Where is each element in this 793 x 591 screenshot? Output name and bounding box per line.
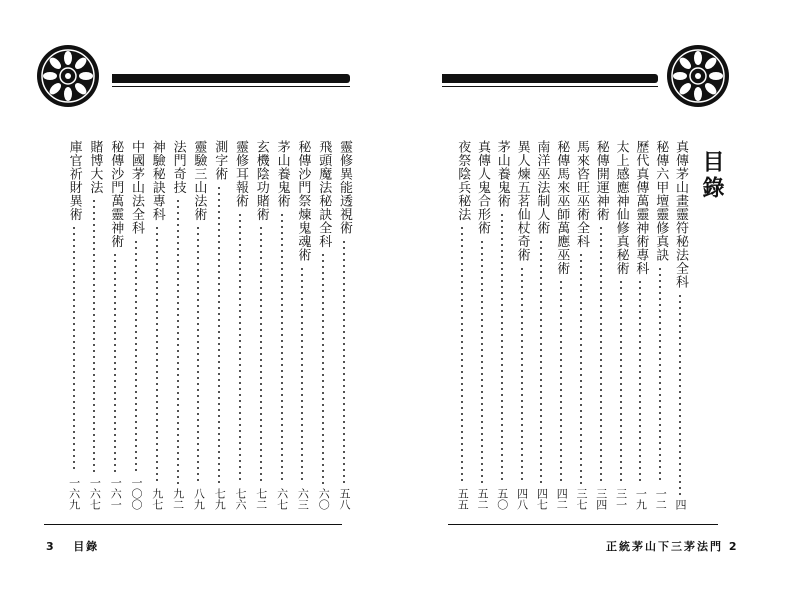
footer-section: 目錄	[73, 540, 100, 553]
toc-entry	[149, 140, 166, 510]
toc-entry-title: 真傳人鬼合形術	[475, 140, 490, 235]
toc-entry-title: 秘傳開運神術	[593, 140, 609, 221]
toc-entry	[613, 140, 630, 510]
toc-entry-title: 茅山養鬼術	[274, 140, 290, 208]
toc-entry-title: 法門奇技	[170, 140, 186, 194]
leader-dots	[343, 239, 345, 484]
toc-entry	[66, 140, 83, 510]
toc-entry	[170, 140, 187, 510]
leader-dots	[481, 239, 483, 484]
toc-entry-page: 四二	[555, 488, 569, 510]
leader-dots	[600, 225, 602, 484]
toc-entry-title: 靈修異能透視術	[337, 140, 352, 235]
toc-entry	[494, 140, 511, 510]
page-title: 目錄	[699, 150, 724, 202]
footer-book-title: 正統茅山下三茅法門	[606, 540, 723, 553]
leader-dots	[177, 198, 179, 484]
toc-entry-title: 歷代真傳萬靈神術專科	[633, 140, 649, 275]
leader-dots	[156, 225, 158, 484]
leader-dots	[620, 279, 622, 484]
leader-dots	[281, 212, 283, 484]
leader-dots	[580, 252, 582, 484]
toc-entry-page: 八九	[192, 488, 206, 510]
leader-dots	[461, 225, 463, 484]
leader-dots	[639, 279, 641, 484]
leader-dots	[218, 185, 220, 484]
toc-entry	[672, 140, 689, 510]
toc-entry-page: 一六九	[67, 477, 81, 510]
footer	[46, 538, 99, 554]
toc-entry-page: 六〇	[317, 488, 331, 510]
leader-dots	[239, 212, 241, 484]
toc-entry-title: 測字術	[212, 140, 228, 181]
toc-entry-page: 三四	[594, 488, 608, 510]
toc-entry-page: 五五	[456, 488, 470, 510]
toc-entry-page: 九七	[150, 488, 164, 510]
toc-entry	[514, 140, 531, 510]
toc-entry-page: 一六一	[109, 477, 123, 510]
page-number: 3	[46, 540, 56, 553]
toc-entry	[315, 140, 332, 510]
leader-dots	[560, 279, 562, 484]
toc-entry-page: 七九	[213, 488, 227, 510]
footer	[606, 538, 739, 554]
toc-entry-title: 靈驗三山法術	[191, 140, 207, 221]
leader-dots	[260, 225, 262, 484]
leader-dots	[135, 239, 137, 473]
toc-entry	[253, 140, 270, 510]
toc-entry-title: 秘傳沙門祭煉鬼魂術	[295, 140, 311, 262]
toc-entry	[652, 140, 669, 510]
lotus-emblem-icon	[666, 44, 730, 108]
toc-entry-page: 三七	[575, 488, 588, 510]
toc-entry-title: 中國茅山法全科	[129, 140, 144, 235]
left-page	[0, 0, 396, 591]
toc-entry-page: 五八	[338, 488, 351, 510]
toc-entry-page: 一二	[654, 488, 668, 510]
toc-entry-page: 六三	[296, 488, 310, 510]
leader-dots	[93, 198, 95, 473]
header-bar	[442, 74, 658, 83]
toc-entry-title: 異人煉五茗仙杖奇術	[514, 140, 530, 262]
leader-dots	[679, 293, 681, 495]
leader-dots	[197, 225, 199, 484]
toc-entry-page: 六七	[275, 488, 289, 510]
lotus-emblem-icon	[36, 44, 100, 108]
leader-dots	[114, 252, 116, 473]
toc-entry-page: 七二	[254, 488, 268, 510]
leader-dots	[501, 212, 503, 484]
toc-entry-page: 五二	[476, 488, 489, 510]
toc-entry-page: 五〇	[495, 488, 509, 510]
leader-dots	[301, 266, 303, 484]
toc-entry-page: 七六	[234, 488, 247, 510]
toc-entry-title: 真傳茅山畫靈符秘法全科	[673, 140, 688, 289]
toc-entry-title: 南洋巫法制人術	[534, 140, 550, 235]
toc-entry-page: 四八	[515, 488, 529, 510]
toc-entry	[107, 140, 124, 510]
toc-entry-page: 四	[674, 499, 687, 510]
toc-entry	[274, 140, 291, 510]
toc-entry-title: 太上感應神仙修真秘術	[613, 140, 629, 275]
toc-entry	[190, 140, 207, 510]
toc-entry	[474, 140, 491, 510]
toc-entry	[573, 140, 590, 510]
toc-entry	[553, 140, 570, 510]
leader-dots	[659, 266, 661, 484]
toc-entry-title: 茅山養鬼術	[494, 140, 510, 208]
toc-entry	[632, 140, 649, 510]
toc-entry	[86, 140, 103, 510]
toc-entry-title: 賭博大法	[87, 140, 103, 194]
toc-entry	[336, 140, 353, 510]
toc-entry-title: 神驗秘訣專科	[149, 140, 165, 221]
toc-entry	[211, 140, 228, 510]
leader-dots	[521, 266, 523, 484]
toc-entry-title: 秘傳沙門萬靈神術	[108, 140, 124, 248]
toc-entry	[294, 140, 311, 510]
page-number: 2	[728, 540, 739, 553]
toc-entry	[454, 140, 471, 510]
toc-entry-page: 三一	[614, 488, 628, 510]
toc-entry	[128, 140, 145, 510]
toc-entry-title: 飛頭魔法秘訣全科	[316, 140, 332, 248]
toc-entry-page: 一〇〇	[130, 477, 143, 510]
toc-entry-page: 一九	[634, 488, 648, 510]
toc-entry-title: 玄機陰功賭術	[253, 140, 269, 221]
leader-dots	[322, 252, 324, 484]
toc-entry-title: 秘傳六甲壇靈修真訣	[653, 140, 669, 262]
toc-entry	[593, 140, 610, 510]
toc-entry-title: 秘傳馬來巫師萬應巫術	[554, 140, 570, 275]
toc-entry	[533, 140, 550, 510]
leader-dots	[73, 225, 75, 473]
toc-entry-page: 四七	[535, 488, 549, 510]
header-bar	[112, 74, 350, 83]
toc-entry	[232, 140, 249, 510]
leader-dots	[540, 239, 542, 484]
right-page	[396, 0, 793, 591]
toc-entry-title: 馬來咨旺巫術全科	[574, 140, 589, 248]
footer-rule	[44, 524, 342, 525]
toc-entry-page: 一六七	[88, 477, 102, 510]
footer-rule	[448, 524, 718, 525]
toc-entry-title: 庫官祈財異術	[66, 140, 82, 221]
toc-entry-title: 靈修耳報術	[233, 140, 248, 208]
toc-entry-page: 九二	[171, 488, 185, 510]
toc-entry-title: 夜祭陰兵秘法	[455, 140, 471, 221]
